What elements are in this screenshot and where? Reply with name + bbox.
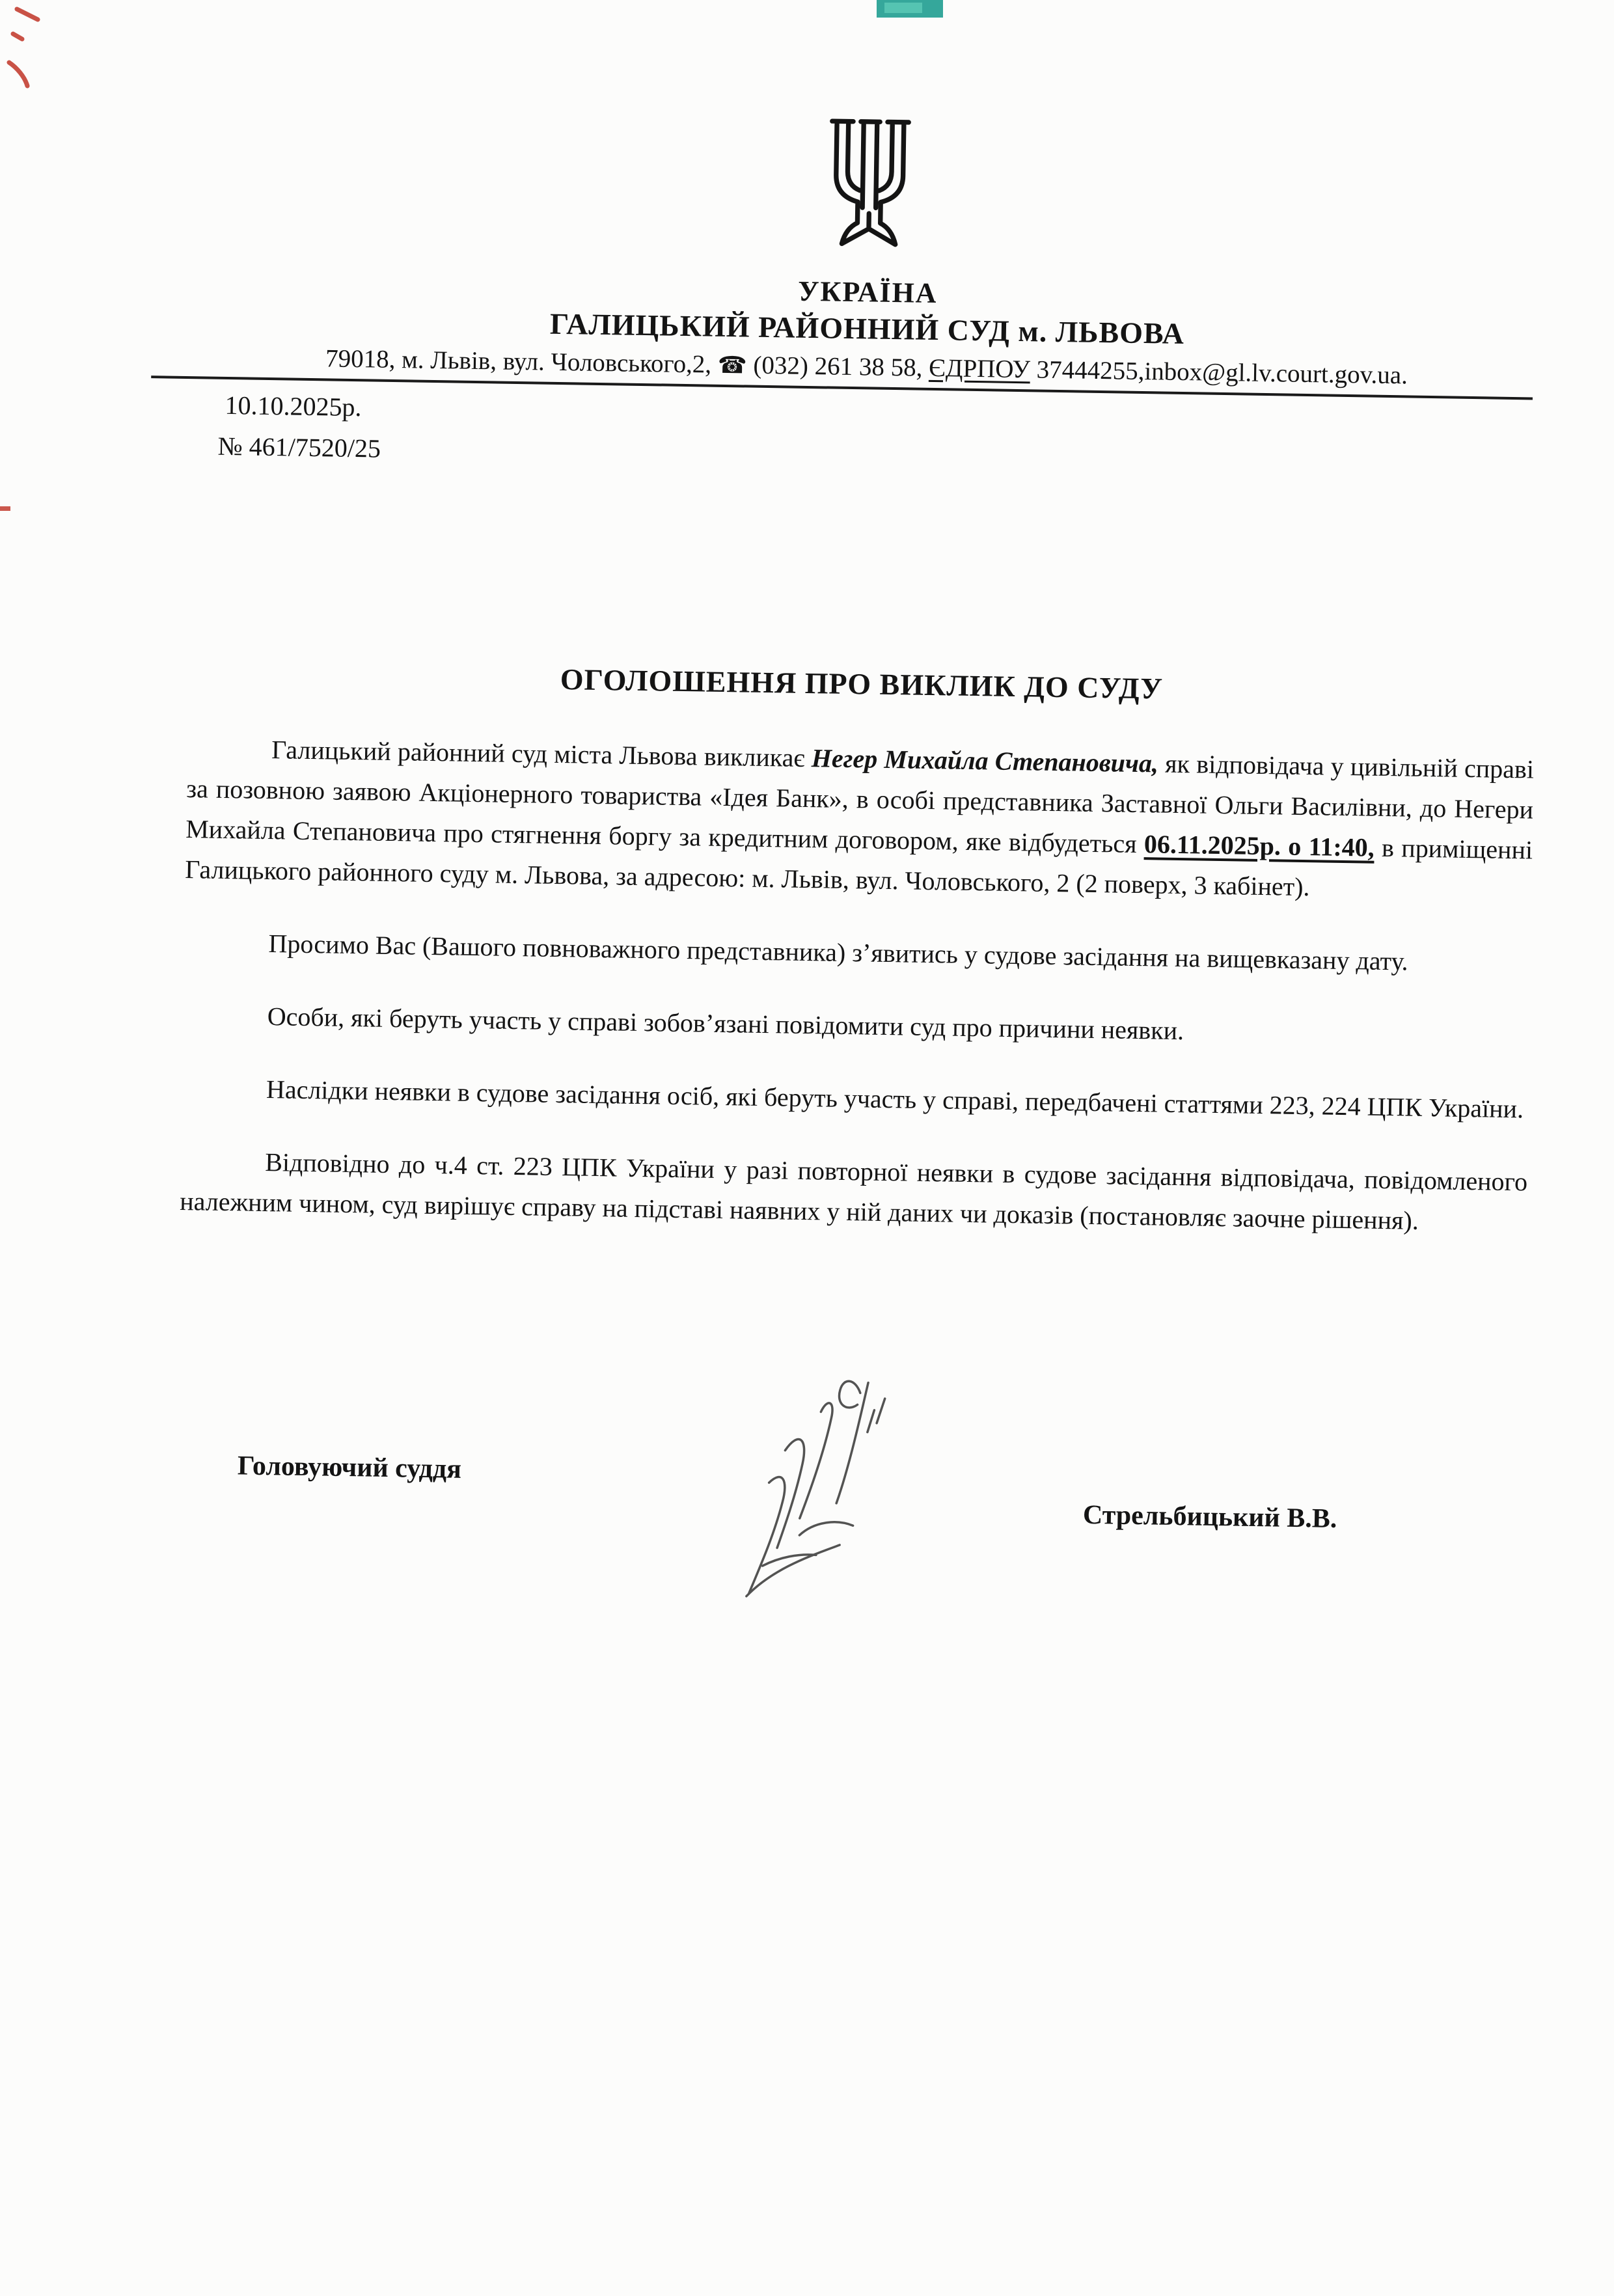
coat-of-arms-icon [195, 100, 1544, 277]
signature-role-label: Головуючий суддя [237, 1451, 462, 1484]
document-date: 10.10.2025р. [225, 390, 362, 422]
case-number: № 461/7520/25 [217, 431, 381, 463]
summons-case-details: як відповідача у цивільній справі за позовною заявою Акціонерного товариства «Ідея Банк», в особі представника Заставної Ольги Василівни, до Негери Михайла Степановича про стягнення боргу за кредитним договором, яке відбудеться [185, 748, 1535, 859]
address-part-1: 79018, м. Львів, вул. Чоловського,2, [325, 344, 718, 379]
scan-artifact-red-tick [0, 506, 10, 511]
date-block [191, 389, 1539, 482]
defendant-name: Негер Михайла Степановича, [811, 743, 1159, 778]
paragraph-notify-absence: Особи, які беруть участь у справі зобов’язані повідомити суд про причини неявки. [267, 1002, 1184, 1046]
address-part-2: (032) 261 38 58, [746, 351, 929, 382]
hearing-datetime: 06.11.2025р. о 11:40, [1143, 829, 1375, 862]
summons-intro: Галицький районний суд міста Львова викликає [271, 735, 812, 773]
judge-name: Стрельбицький В.В. [1082, 1499, 1337, 1534]
edrpou-label: ЄДРПОУ [928, 353, 1031, 384]
paragraph-summons [185, 728, 1535, 910]
signature-block [172, 1361, 1524, 1688]
scan-artifact-teal-bar [877, 0, 943, 18]
judge-signature-scribble [720, 1370, 938, 1624]
country-name: УКРАЇНА [797, 275, 938, 310]
hearing-location: в приміщенні Галицького районного суду м. Львова, за адресою: м. Львів, вул. Чоловського, 2 (2 поверх, 3 кабінет). [184, 832, 1533, 902]
address-part-3: 37444255,inbox@gl.lv.court.gov.ua. [1030, 355, 1408, 390]
phone-icon: ☎ [717, 351, 748, 379]
scan-artifact-teal-inner [884, 3, 922, 13]
paragraph-request-appearance: Просимо Вас (Вашого повноважного представника) з’явитись у судове засідання на вищевказану дату. [268, 929, 1408, 976]
document-title: ОГОЛОШЕННЯ ПРО ВИКЛИК ДО СУДУ [560, 663, 1164, 705]
court-name: ГАЛИЦЬКИЙ РАЙОННИЙ СУД м. ЛЬВОВА [549, 307, 1185, 351]
scan-artifact-red-marks [0, 0, 78, 104]
paragraph-consequences: Наслідки неявки в судове засідання осіб, які беруть участь у справі, передбачені статтями 223, 224 ЦПК України. [266, 1074, 1524, 1124]
paragraph-default-judgment: Відповідно до ч.4 ст. 223 ЦПК України у разі повторної неявки в судове засідання відповідача, повідомленого належним чином, суд вирішує справу на підставі наявних у ній даних чи доказів (постановляє заочне рішення). [179, 1147, 1528, 1235]
